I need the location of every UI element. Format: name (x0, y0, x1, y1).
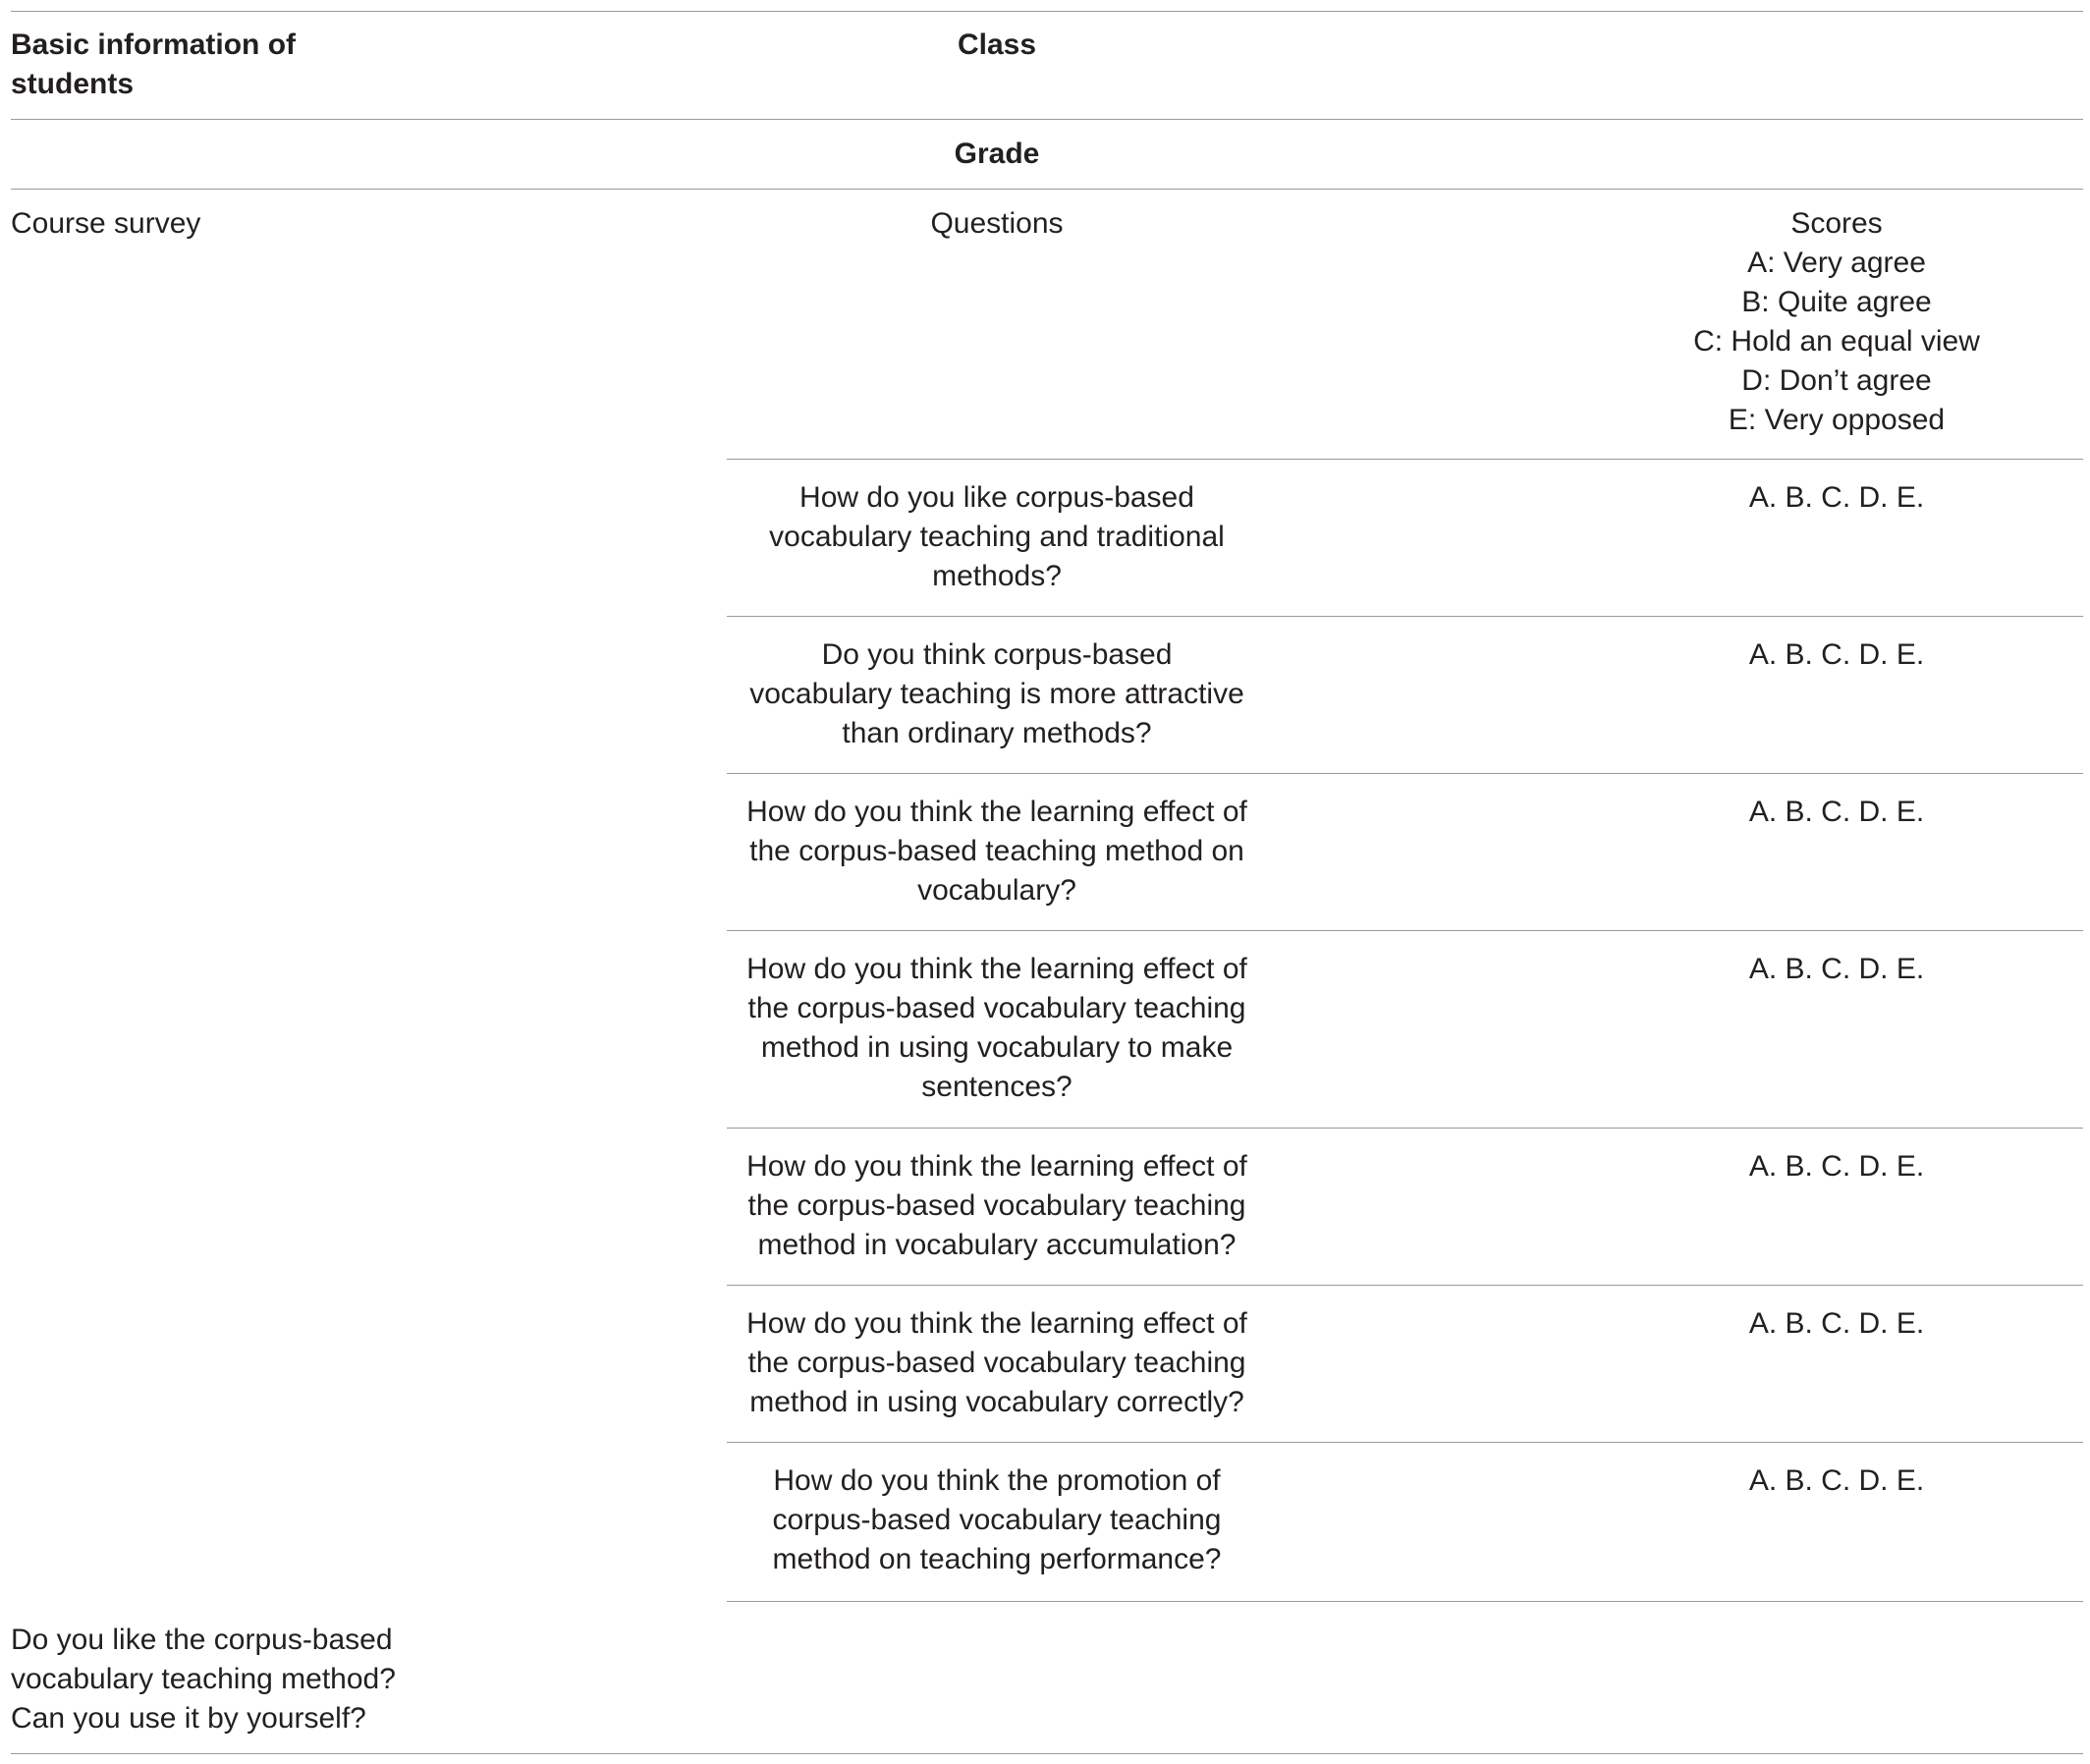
class-header: Class (957, 28, 1037, 61)
score-legend-item: C: Hold an equal view (1693, 325, 1980, 358)
score-legend-item: E: Very opposed (1728, 404, 1946, 436)
row-divider (727, 1285, 2083, 1286)
table-top-rule (11, 11, 2083, 12)
table-bottom-rule (11, 1753, 2083, 1754)
row-divider (727, 459, 2083, 460)
question-text: How do you think the learning effect of the corpus-based vocabulary teaching method in using vocabulary correctly? (746, 1307, 1247, 1418)
question-text: How do you think the learning effect of the corpus-based vocabulary teaching method in vocabulary accumulation? (746, 1150, 1247, 1261)
row-divider (727, 1442, 2083, 1443)
basic-info-header: Basic information of students (11, 28, 297, 100)
questions-column-header: Questions (930, 207, 1064, 240)
answer-options: A. B. C. D. E. (1748, 953, 1925, 985)
grade-divider (11, 189, 2083, 190)
row-divider (727, 930, 2083, 931)
row-divider (727, 616, 2083, 617)
score-legend-item: B: Quite agree (1741, 286, 1932, 318)
question-text: How do you think the learning effect of the corpus-based vocabulary teaching method in using vocabulary to make sentences? (746, 953, 1247, 1103)
header-divider (11, 119, 2083, 120)
score-legend-item: A: Very agree (1747, 247, 1926, 279)
row-divider (727, 773, 2083, 774)
answer-options: A. B. C. D. E. (1748, 1150, 1925, 1183)
open-question-text: Do you like the corpus-based vocabulary teaching method? Can you use it by yourself? (11, 1624, 396, 1735)
answer-options: A. B. C. D. E. (1748, 638, 1925, 671)
question-text: Do you think corpus-based vocabulary teaching is more attractive than ordinary methods? (749, 638, 1244, 749)
answer-options: A. B. C. D. E. (1748, 1464, 1925, 1497)
course-survey-label: Course survey (11, 207, 201, 240)
row-divider (727, 1128, 2083, 1129)
question-text: How do you think the learning effect of the corpus-based teaching method on vocabulary? (746, 796, 1247, 907)
question-text: How do you like corpus-based vocabulary teaching and traditional methods? (769, 481, 1225, 592)
row-divider (727, 1601, 2083, 1602)
scores-title: Scores (1790, 207, 1883, 240)
answer-options: A. B. C. D. E. (1748, 481, 1925, 514)
score-legend-item: D: Don’t agree (1741, 364, 1932, 397)
answer-options: A. B. C. D. E. (1748, 1307, 1925, 1340)
question-text: How do you think the promotion of corpus-based vocabulary teaching method on teaching performance? (772, 1464, 1222, 1575)
grade-header: Grade (954, 138, 1040, 170)
scores-column-header (1621, 204, 2053, 440)
answer-options: A. B. C. D. E. (1748, 796, 1925, 828)
